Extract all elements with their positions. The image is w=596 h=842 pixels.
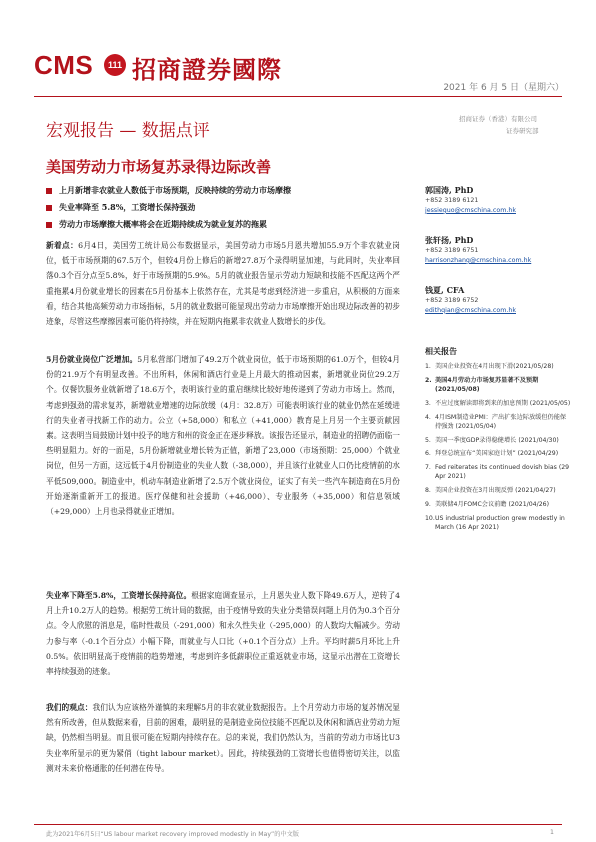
related-report-text: US industrial production grew modestly in March (16 Apr 2021) — [435, 514, 565, 531]
item-number: 8. — [425, 487, 431, 495]
key-points — [46, 182, 406, 233]
related-report-text: 拜登总统宣布“美国家庭计划” (2021/04/29) — [435, 450, 559, 458]
logo-cms-text: CMS — [34, 50, 94, 80]
bullet-square-icon — [46, 205, 52, 211]
paragraph-unemployment — [46, 588, 400, 679]
paragraph-lead: 新着点： — [46, 241, 79, 250]
item-number: 6. — [425, 450, 431, 458]
related-report-item[interactable] — [425, 463, 571, 481]
key-point — [46, 216, 406, 233]
related-report-item[interactable] — [425, 486, 571, 495]
paragraph-lead: 我们的观点： — [46, 703, 93, 712]
related-report-text: 不应过度解读即将到来的加息预期 (2021/05/05) — [435, 399, 571, 407]
item-number: 5. — [425, 436, 431, 444]
header-divider — [34, 96, 562, 97]
firm-name: 招商证券（香港）有限公司 — [459, 115, 537, 123]
logo-badge-icon: 111 — [104, 54, 126, 76]
analyst-email-link[interactable]: harrisonzhang@cmschina.com.hk — [425, 256, 532, 264]
paragraph-text: 6月4日，美国劳工统计局公布数据显示，美国劳动力市场5月恩共增加55.9万个非农就业岗位，低于市场预期的67.5万个，但较4月份上修后的新增27.8万个录得明显加速，与此同时，失业率回落0.3个百分点至5.8%，好于市场预期的5.9%。5月的就业报告显示劳动力短缺和技能不匹配这两个严重拖累4月份就业增长的因素在5月份基本上依然存在，尤其是考虑到经济进一步重启，从积极的方面来看，结合其他高频劳动力市场指标，5月的就业数据可能显现出劳动力市场摩擦开始出现边际改善的初步迹象，尽管这些摩擦因素可能仍将持续，并在短期内拖累非农就业人数增长的步伐。 — [46, 241, 400, 327]
analyst-phone: +852 3189 6752 — [425, 297, 479, 304]
key-point — [46, 182, 406, 199]
related-report-text: Fed reiterates its continued dovish bias (29 Apr 2021) — [435, 464, 570, 481]
page-title: 美国劳动力市场复苏录得边际改善 — [46, 158, 272, 176]
bullet-square-icon — [46, 222, 52, 228]
analyst-card — [425, 284, 565, 316]
analyst-email-link[interactable]: jessieguo@cmschina.com.hk — [425, 206, 516, 214]
analyst-card — [425, 184, 565, 216]
paragraph-jobs — [46, 352, 400, 519]
item-number: 4. — [425, 413, 431, 421]
related-reports-list — [425, 362, 571, 537]
analyst-card — [425, 234, 565, 266]
related-report-item[interactable] — [425, 362, 571, 371]
analyst-name: 钱夏, CFA — [425, 285, 465, 295]
paragraph-view — [46, 700, 400, 776]
bullet-square-icon — [46, 188, 52, 194]
footer-note: 此为2021年6月5日“US labour market recovery improved modestly in May”的中文版 — [46, 831, 299, 838]
report-date: 2021 年 6 月 5 日（星期六） — [443, 83, 564, 93]
paragraph-news — [46, 238, 400, 329]
related-report-item[interactable] — [425, 413, 571, 431]
related-report-text: 美国4月劳动力市场复苏显著不及预期 (2021/05/08) — [435, 376, 539, 393]
key-point-text: 劳动力市场摩擦大概率将会在近期持续成为就业复苏的拖累 — [59, 219, 267, 229]
analyst-phone: +852 3189 6751 — [425, 247, 479, 254]
analyst-email-link[interactable]: edithqian@cmschina.com.hk — [425, 306, 516, 314]
related-report-text: 美联储4月FOMC会议前瞻 (2021/04/26) — [435, 500, 549, 508]
item-number: 1. — [425, 363, 431, 370]
related-report-text: 美国一季度GDP录得稳健增长 (2021/04/30) — [435, 436, 559, 444]
related-report-item[interactable] — [425, 436, 571, 445]
related-report-text: 美国企业投资在3月出现反弹 (2021/04/27) — [435, 487, 556, 495]
paragraph-text: 根据家庭调查显示，上月恩失业人数下降49.6万人，逆转了4月上升10.2万人的趋势。根据劳工统计局的数据，由于疫情导致的失业分类错误问题上月仍为0.3个百分点。令人欣慰的消息是，临时性裁员（-291,000）和永久性失业（-295,000）的人数均大幅减少。劳动力参与率（-0.1个百分点）小幅下降，而就业与人口比（+0.1个百分点）上升。平均时薪5月环比上升0.5%。依旧明显高于疫情前的趋势增速，考虑到许多低薪职位正重返就业市场，这显示出潜在工资增长率持续强劲的迹象。 — [46, 591, 400, 677]
item-number: 9. — [425, 500, 431, 508]
related-report-text: 美国企业投资在4月出现下滑(2021/05/28) — [435, 363, 554, 370]
item-number: 2. — [425, 376, 432, 384]
logo-company-name: 招商證券國際 — [132, 55, 282, 84]
paragraph-lead: 5月份就业岗位广泛增加。 — [46, 355, 138, 364]
page-number: 1 — [550, 829, 554, 836]
item-number: 7. — [425, 464, 431, 472]
analyst-phone: +852 3189 6121 — [425, 197, 479, 204]
key-point-text: 上月新增非农就业人数低于市场预期，反映持续的劳动力市场摩擦 — [59, 185, 291, 195]
related-report-item[interactable] — [425, 399, 571, 408]
related-report-item[interactable] — [425, 449, 571, 458]
related-report-item[interactable] — [425, 376, 571, 394]
key-point — [46, 199, 406, 216]
report-type: 宏观报告 — 数据点评 — [46, 121, 210, 141]
key-point-text: 失业率降至 5.8%，工资增长保持强劲 — [59, 202, 196, 212]
department-name: 证券研究部 — [506, 127, 539, 135]
related-report-item[interactable] — [425, 514, 571, 532]
paragraph-text: 我们认为应该格外谨慎的来理解5月的非农就业数据报告。上个月劳动力市场的复苏情况显然有所改善，但从数据来看，目前的困难，最明显的是制造业岗位技能不匹配以及休闲和酒店业劳动力短缺，仍然相当明显。而且很可能在短期内持续存在。总的来说，我们仍然认为，当前的劳动力市场比U3失业率所显示的更为紧俏（tight labour market）。因此，持续强劲的工资增长也值得密切关注，以监测对未来价格通胀的任何潜在传导。 — [46, 703, 400, 773]
paragraph-text: 5月私营部门增加了49.2万个就业岗位，低于市场预期的61.0万个，但较4月份的21.9万个有明显改善。不出所料，休闲和酒店行业是上月最大的推动因素，新增就业岗位29.2万个。仅餐饮服务业就新增了18.6万个，表明该行业的重启继续比较好地传递到了劳动力市场上。然而，考虑到强劲的需求复苏，新增就业增速的边际放缓（4月：32.8万）可能表明该行业的就业仍然在延缓进行的失业者寻找新工作的动力。公立（+58,000）和私立（+41,000）教育是上月另一个主要贡献因素。这表明当局鼓励计划中投予的地方和州的资金正在逐步释放。该报告还显示，制造业的招聘仍面临一些明显阻力。好的一面是，5月份新增就业增长转为正值，新增了23,000（市场预期：25,000）个就业岗位，但另一方面，这远低于4月份制造业的失业人数（-38,000），并且该行业就业人口仍比疫情前的水平低509,000。制造业中，机动车制造业新增了2.5万个就业岗位，证实了有关一些汽车制造商在5月份开始逐渐重新开工的报道。医疗保健和社会援助（+46,000）、专业服务（+35,000）和信息领域（+29,000）上月也录得就业正增加。 — [46, 355, 400, 517]
analyst-name: 郭国涛, PhD — [425, 185, 474, 195]
related-report-text: 4月ISM制造业PMI：产出扩张边际放缓但仍能保持强劲 (2021/05/04) — [435, 413, 567, 430]
item-number: 10. — [425, 514, 435, 522]
item-number: 3. — [425, 399, 431, 407]
related-reports-title: 相关报告 — [425, 346, 457, 356]
footer-divider — [34, 824, 562, 825]
analyst-name: 张轩扬, PhD — [425, 235, 474, 245]
related-report-item[interactable] — [425, 500, 571, 509]
paragraph-lead: 失业率下降至5.8%，工资增长保持高位。 — [46, 591, 192, 600]
